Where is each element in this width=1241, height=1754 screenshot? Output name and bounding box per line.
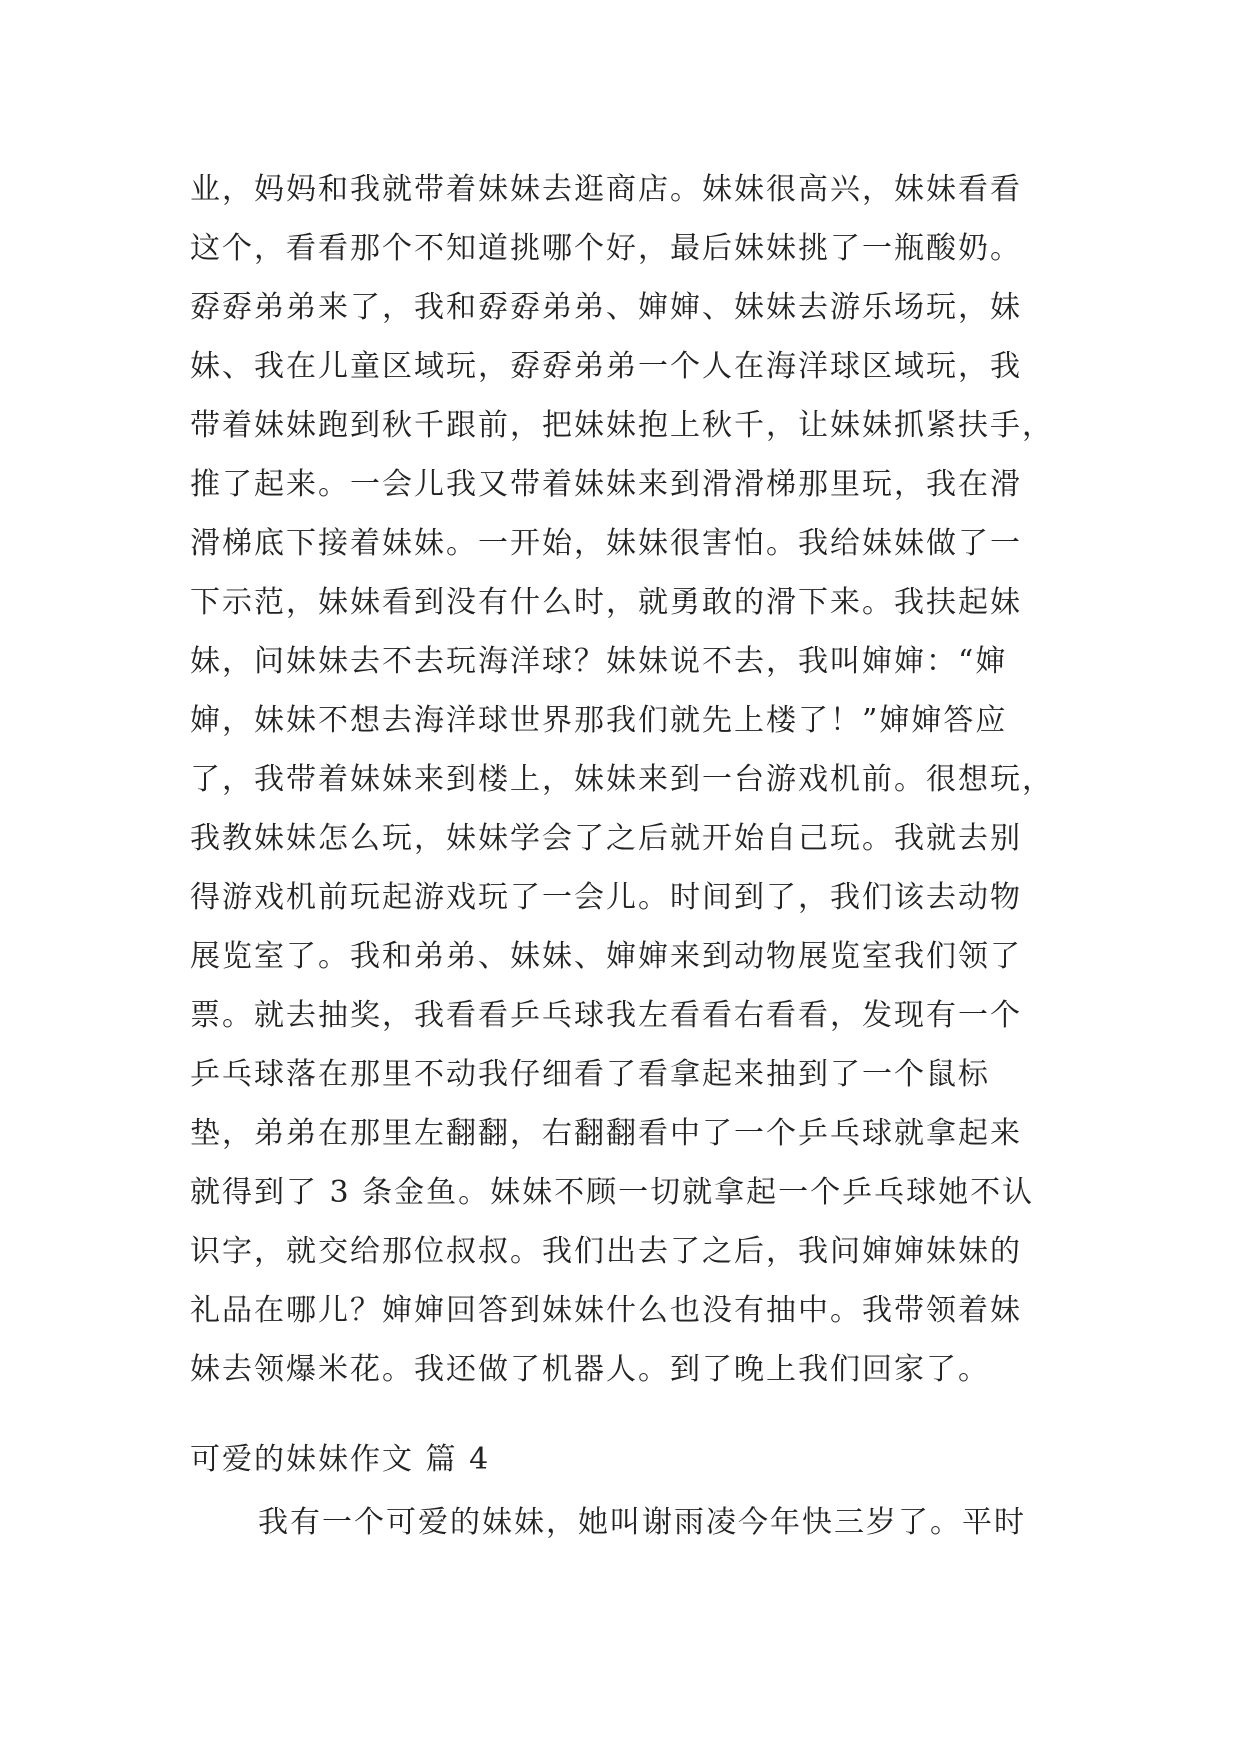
text-line: 乒乓球落在那里不动我仔细看了看拿起来抽到了一个鼠标 — [190, 1057, 990, 1092]
text-line: 展览室了。我和弟弟、妹妹、婶婶来到动物展览室我们领了 — [190, 939, 1022, 974]
text-line: 妹去领爆米花。我还做了机器人。到了晚上我们回家了。 — [190, 1352, 990, 1387]
text-line: 垫，弟弟在那里左翻翻，右翻翻看中了一个乒乓球就拿起来 — [190, 1116, 1022, 1151]
text-line: 婶，妹妹不想去海洋球世界那我们就先上楼了！”婶婶答应 — [190, 703, 1008, 738]
text-line: 妹、我在儿童区域玩，孬孬弟弟一个人在海洋球区域玩，我 — [190, 349, 1022, 384]
text-line: 带着妹妹跑到秋千跟前，把妹妹抱上秋千，让妹妹抓紧扶手， — [190, 408, 1054, 443]
text-line: 票。就去抽奖，我看看乒乓球我左看看右看看，发现有一个 — [190, 998, 1022, 1033]
text-line: 孬孬弟弟来了，我和孬孬弟弟、婶婶、妹妹去游乐场玩，妹 — [190, 290, 1022, 325]
essay-body — [190, 160, 1070, 1399]
text-line: 推了起来。一会儿我又带着妹妹来到滑滑梯那里玩，我在滑 — [190, 467, 1022, 502]
text-line: 业，妈妈和我就带着妹妹去逛商店。妹妹很高兴，妹妹看看 — [190, 172, 1022, 207]
text-line: 妹，问妹妹去不去玩海洋球？妹妹说不去，我叫婶婶：“婶 — [190, 644, 1008, 679]
text-line: 这个，看看那个不知道挑哪个好，最后妹妹挑了一瓶酸奶。 — [190, 231, 1022, 266]
text-line: 礼品在哪儿？婶婶回答到妹妹什么也没有抽中。我带领着妹 — [190, 1293, 1022, 1328]
text-line: 了，我带着妹妹来到楼上，妹妹来到一台游戏机前。很想玩， — [190, 762, 1054, 797]
text-line: 我教妹妹怎么玩，妹妹学会了之后就开始自己玩。我就去别 — [190, 821, 1022, 856]
paragraph-first-line: 我有一个可爱的妹妹，她叫谢雨凌今年快三岁了。平时 — [258, 1505, 1026, 1540]
text-line: 就得到了 3 条金鱼。妹妹不顾一切就拿起一个乒乓球她不认 — [190, 1175, 1035, 1210]
text-line: 下示范，妹妹看到没有什么时，就勇敢的滑下来。我扶起妹 — [190, 585, 1022, 620]
text-line: 滑梯底下接着妹妹。一开始，妹妹很害怕。我给妹妹做了一 — [190, 526, 1022, 561]
text-line: 得游戏机前玩起游戏玩了一会儿。时间到了，我们该去动物 — [190, 880, 1022, 915]
text-line: 识字，就交给那位叔叔。我们出去了之后，我问婶婶妹妹的 — [190, 1234, 1022, 1269]
section-heading: 可爱的妹妹作文 篇 4 — [190, 1442, 491, 1477]
